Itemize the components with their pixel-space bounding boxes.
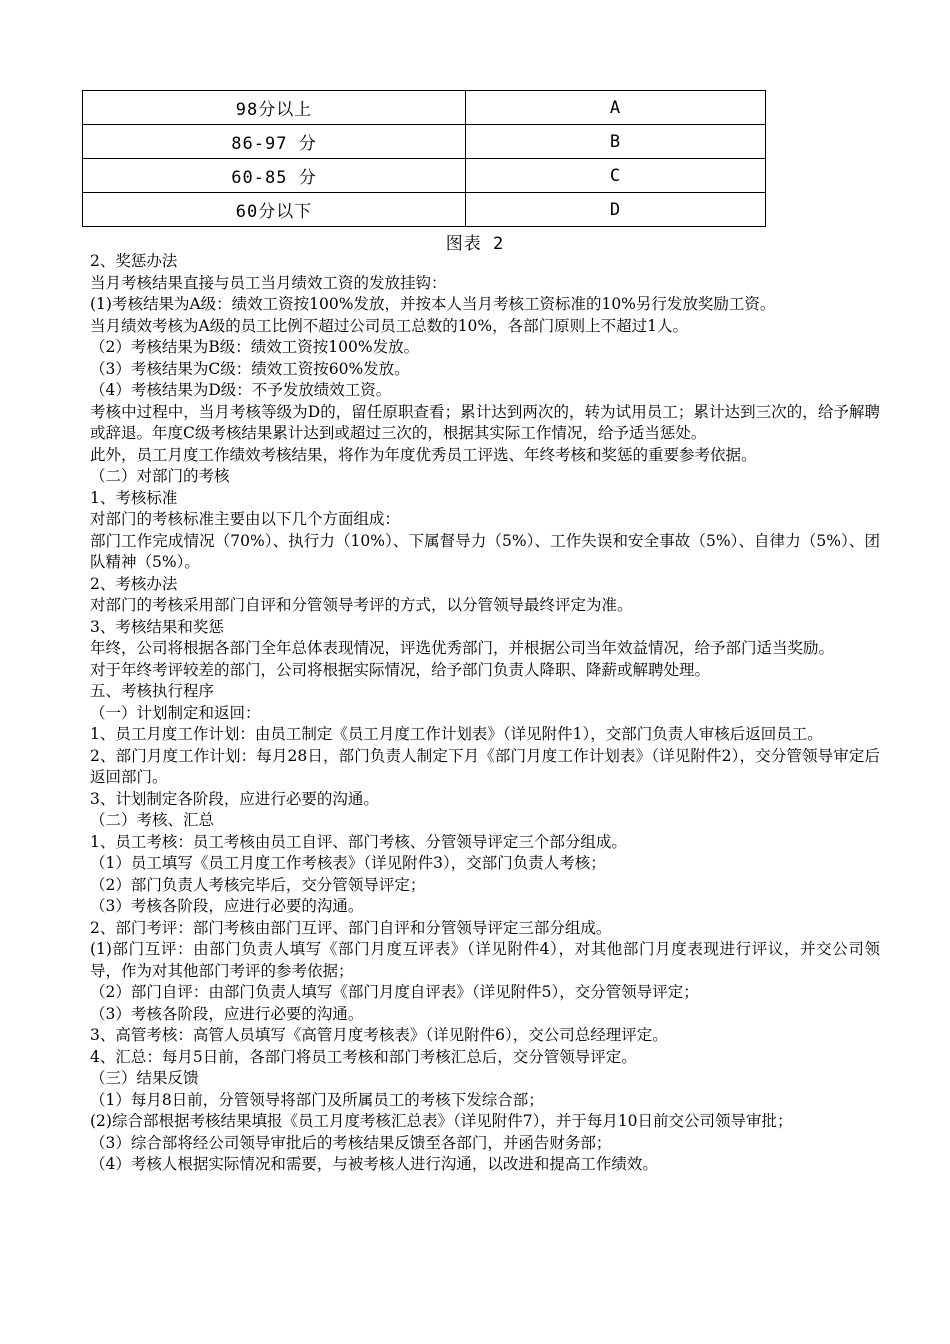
paragraph: 此外，员工月度工作绩效考核结果，将作为年度优秀员工评选、年终考核和奖惩的重要参考依据。 (90, 445, 757, 464)
paragraph: 2、部门考评：部门考核由部门互评、部门自评和分管领导评定三部分组成。 (90, 918, 612, 937)
score-cell: 98分以上 (83, 91, 466, 125)
grade-table (82, 90, 766, 227)
paragraph: 3、高管考核：高管人员填写《高管月度考核表》（详见附件6），交公司总经理评定。 (90, 1026, 668, 1044)
paragraph: （一）计划制定和返回： (90, 703, 261, 722)
paragraph: （1）员工填写《员工月度工作考核表》（详见附件3），交部门负责人考核； (90, 854, 606, 872)
paragraph: （2）部门负责人考核完毕后，交分管领导评定； (90, 875, 426, 894)
paragraph: (1)部门互评：由部门负责人填写《部门月度互评表》（详见附件4），对其他部门月度表现进行评议，并交公司领导，作为对其他部门考评的参考依据； (90, 940, 880, 980)
paragraph: 2、奖惩办法 (90, 252, 178, 270)
score-cell: 60分以下 (83, 193, 466, 227)
paragraph: （三）结果反馈 (90, 1069, 199, 1087)
paragraph: （二）考核、汇总 (90, 811, 215, 829)
grade-cell: B (466, 125, 766, 159)
paragraph: 4、汇总：每月5日前，各部门将员工考核和部门考核汇总后，交分管领导评定。 (90, 1047, 637, 1066)
paragraph: 3、计划制定各阶段，应进行必要的沟通。 (90, 789, 379, 808)
paragraph: 2、部门月度工作计划：每月28日，部门负责人制定下月《部门月度工作计划表》（详见附件2），交分管领导审定后返回部门。 (90, 746, 880, 786)
paragraph: （3）考核各阶段，应进行必要的沟通。 (90, 1004, 364, 1023)
table-row (83, 125, 766, 159)
grade-cell: C (466, 159, 766, 193)
paragraph: （2）部门自评：由部门负责人填写《部门月度自评表》（详见附件5），交分管领导评定； (90, 983, 699, 1001)
paragraph: 部门工作完成情况（70%）、执行力（10%）、下属督导力（5%）、工作失误和安全事故（5%）、自律力（5%）、团队精神（5%）。 (90, 531, 880, 571)
paragraph: 考核中过程中，当月考核等级为D的，留任原职查看；累计达到两次的，转为试用员工；累计达到三次的，给予解聘或辞退。年度C级考核结果累计达到或超过三次的，根据其实际工作情况，给予适当惩处。 (90, 402, 880, 442)
score-cell: 86-97 分 (83, 125, 466, 159)
paragraph: 2、考核办法 (90, 574, 178, 593)
paragraph: （3）考核结果为C级：绩效工资按60%发放。 (90, 359, 410, 378)
paragraph: （4）考核人根据实际情况和需要，与被考核人进行沟通，以改进和提高工作绩效。 (90, 1155, 658, 1173)
grade-cell: D (466, 193, 766, 227)
paragraph: 当月绩效考核为A级的员工比例不超过公司员工总数的10%，各部门原则上不超过1人。 (90, 316, 689, 335)
table-row (83, 193, 766, 227)
paragraph: 当月考核结果直接与员工当月绩效工资的发放挂钩： (90, 273, 447, 292)
paragraph: （1）每月8日前，分管领导将部门及所属员工的考核下发综合部； (90, 1090, 544, 1109)
paragraph: (2)综合部根据考核结果填报《员工月度考核汇总表》（详见附件7），并于每月10日前交公司领导审批； (90, 1112, 793, 1130)
paragraph: 1、考核标准 (90, 488, 178, 507)
paragraph: （2）考核结果为B级：绩效工资按100%发放。 (90, 338, 420, 356)
paragraph: 对部门的考核标准主要由以下几个方面组成： (90, 510, 401, 528)
paragraph: （3）考核各阶段，应进行必要的沟通。 (90, 897, 364, 915)
paragraph: 对部门的考核采用部门自评和分管领导考评的方式，以分管领导最终评定为准。 (90, 596, 633, 614)
document-body (90, 251, 880, 1176)
paragraph: (1)考核结果为A级：绩效工资按100%发放，并按本人当月考核工资标准的10%另行发放奖励工资。 (90, 295, 776, 313)
grade-cell: A (466, 91, 766, 125)
table-row (83, 159, 766, 193)
paragraph: （二）对部门的考核 (90, 467, 230, 485)
paragraph: 对于年终考评较差的部门，公司将根据实际情况，给予部门负责人降职、降薪或解聘处理。 (90, 660, 711, 679)
paragraph: 3、考核结果和奖惩 (90, 617, 224, 636)
score-cell: 60-85 分 (83, 159, 466, 193)
paragraph: 1、员工考核：员工考核由员工自评、部门考核、分管领导评定三个部分组成。 (90, 832, 627, 851)
paragraph: 五、考核执行程序 (90, 682, 215, 700)
paragraph: （3）综合部将经公司领导审批后的考核结果反馈至各部门，并函告财务部； (90, 1133, 612, 1152)
paragraph: 年终，公司将根据各部门全年总体表现情况，评选优秀部门，并根据公司当年效益情况，给予部门适当奖励。 (90, 639, 835, 657)
paragraph: （4）考核结果为D级：不予发放绩效工资。 (90, 381, 392, 399)
table-caption: 图表 2 (445, 234, 505, 254)
table-row (83, 91, 766, 125)
paragraph: 1、员工月度工作计划：由员工制定《员工月度工作计划表》（详见附件1），交部门负责人审核后返回员工。 (90, 725, 823, 743)
